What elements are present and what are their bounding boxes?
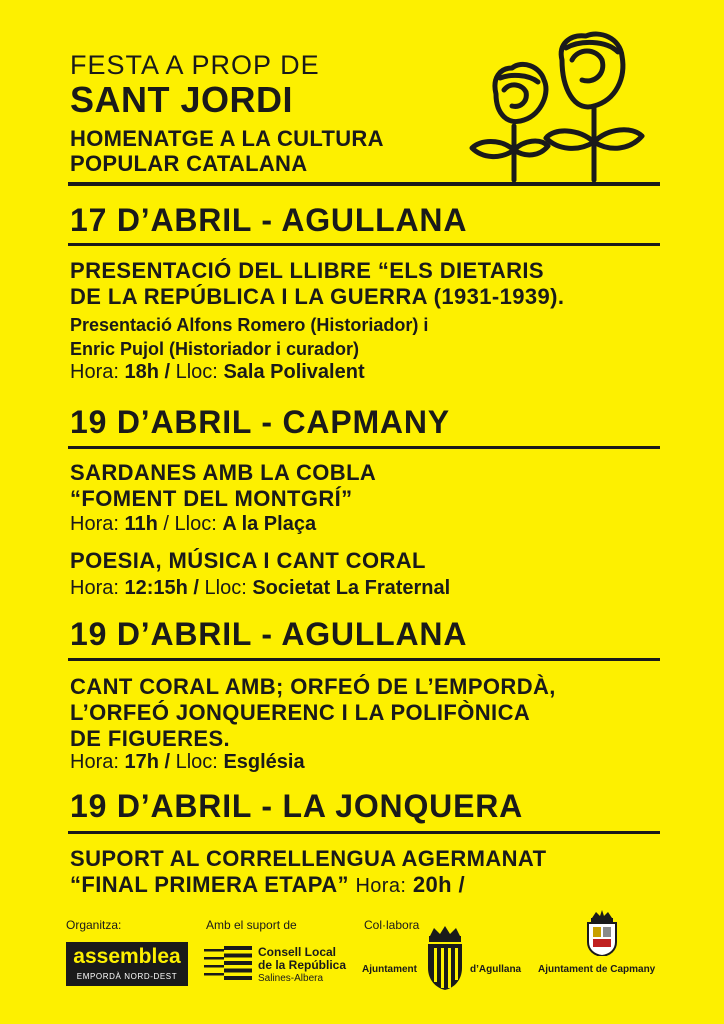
divider [68,446,660,449]
ajuntament-agullana-label-b: d’Agullana [470,964,522,975]
hora-label: Hora: [70,751,119,773]
rose-left-icon [472,64,548,180]
date-heading-3: 19 D’ABRIL - AGULLANA [70,616,468,652]
event-title-line: L’ORFEÓ JONQUERENC I LA POLIFÒNICA [70,700,531,725]
consell-line-1: Consell Local [258,945,337,959]
event-info [70,576,450,600]
lloc-label: Lloc: [170,751,218,773]
event-info [70,750,305,774]
divider [68,243,660,246]
assemblea-logo [66,942,188,986]
event-title-line: CANT CORAL AMB; ORFEÓ DE L’EMPORDÀ, [70,674,556,699]
hora-value: 11h [124,513,158,535]
ajuntament-agullana-label-a: Ajuntament [362,964,417,975]
hora-label: Hora: [70,513,119,535]
event-sub-line: Enric Pujol (Historiador i curador) [70,339,360,359]
lloc-value: Església [223,751,305,773]
hora-label: Hora: [70,361,119,383]
page-title: SANT JORDI [70,79,294,120]
event-title-line: SARDANES AMB LA COBLA [70,460,377,485]
lloc-label: Lloc: [198,577,247,599]
event-info [70,360,365,384]
collabora-label: Col·labora [364,918,420,932]
hora-value: 20h / [412,872,465,897]
rose-right-icon [546,34,642,180]
divider [68,831,660,834]
consell-line-2: de la República [258,958,347,972]
consell-local-label [258,946,346,985]
suport-label: Amb el suport de [206,918,297,932]
festa-pretitle: FESTA A PROP DE [70,50,320,80]
divider [68,658,660,661]
event-title-text: “FINAL PRIMERA ETAPA” [70,872,349,897]
lloc-label: / Lloc: [163,513,217,535]
lloc-separator: / [164,361,171,383]
date-heading-4: 19 D’ABRIL - LA JONQUERA [70,788,524,824]
lloc-value: A la Plaça [222,513,317,535]
lloc-label: Lloc: [170,361,218,383]
organitza-label: Organitza: [66,918,122,932]
event-title-line: POESIA, MÚSICA I CANT CORAL [70,548,426,573]
consell-line-3: Salines-Albera [258,973,324,984]
date-heading-2: 19 D’ABRIL - CAPMANY [70,404,450,440]
event-info [70,512,316,536]
subtitle-line-2: POPULAR CATALANA [70,151,308,176]
header-divider [68,182,660,186]
event-title-line [70,872,465,899]
event-title-line: PRESENTACIÓ DEL LLIBRE “ELS DIETARIS [70,258,544,283]
lloc-value: Societat La Fraternal [252,577,451,599]
event-sub-line: Presentació Alfons Romero (Historiador) i [70,315,429,335]
assemblea-logo-text: assemblea [73,945,181,968]
roses-illustration [466,30,666,186]
ajuntament-capmany-label: Ajuntament de Capmany [538,964,656,975]
event-title-line: SUPORT AL CORRELLENGUA AGERMANAT [70,846,547,871]
event-title-line: DE FIGUERES. [70,726,231,751]
lloc-separator: / [193,577,199,599]
assemblea-logo-subtext: EMPORDÀ NORD-DEST [76,972,178,981]
hora-value: 18h [124,361,159,383]
lloc-value: Sala Polivalent [223,361,365,383]
hora-value: 17h [124,751,159,773]
hora-label: Hora: [355,875,407,897]
subtitle-line-1: HOMENATGE A LA CULTURA [70,126,384,151]
hora-label: Hora: [70,577,119,599]
consell-stripes-icon [204,946,252,980]
event-title-line: DE LA REPÚBLICA I LA GUERRA (1931-1939). [70,284,565,309]
event-title-line: “FOMENT DEL MONTGRÍ” [70,486,353,511]
hora-value: 12:15h [124,577,188,599]
agullana-coat-of-arms-icon [424,926,466,990]
capmany-coat-of-arms-icon [584,910,620,956]
subtitle [70,126,384,176]
lloc-separator: / [164,751,171,773]
date-heading-1: 17 D’ABRIL - AGULLANA [70,202,468,238]
